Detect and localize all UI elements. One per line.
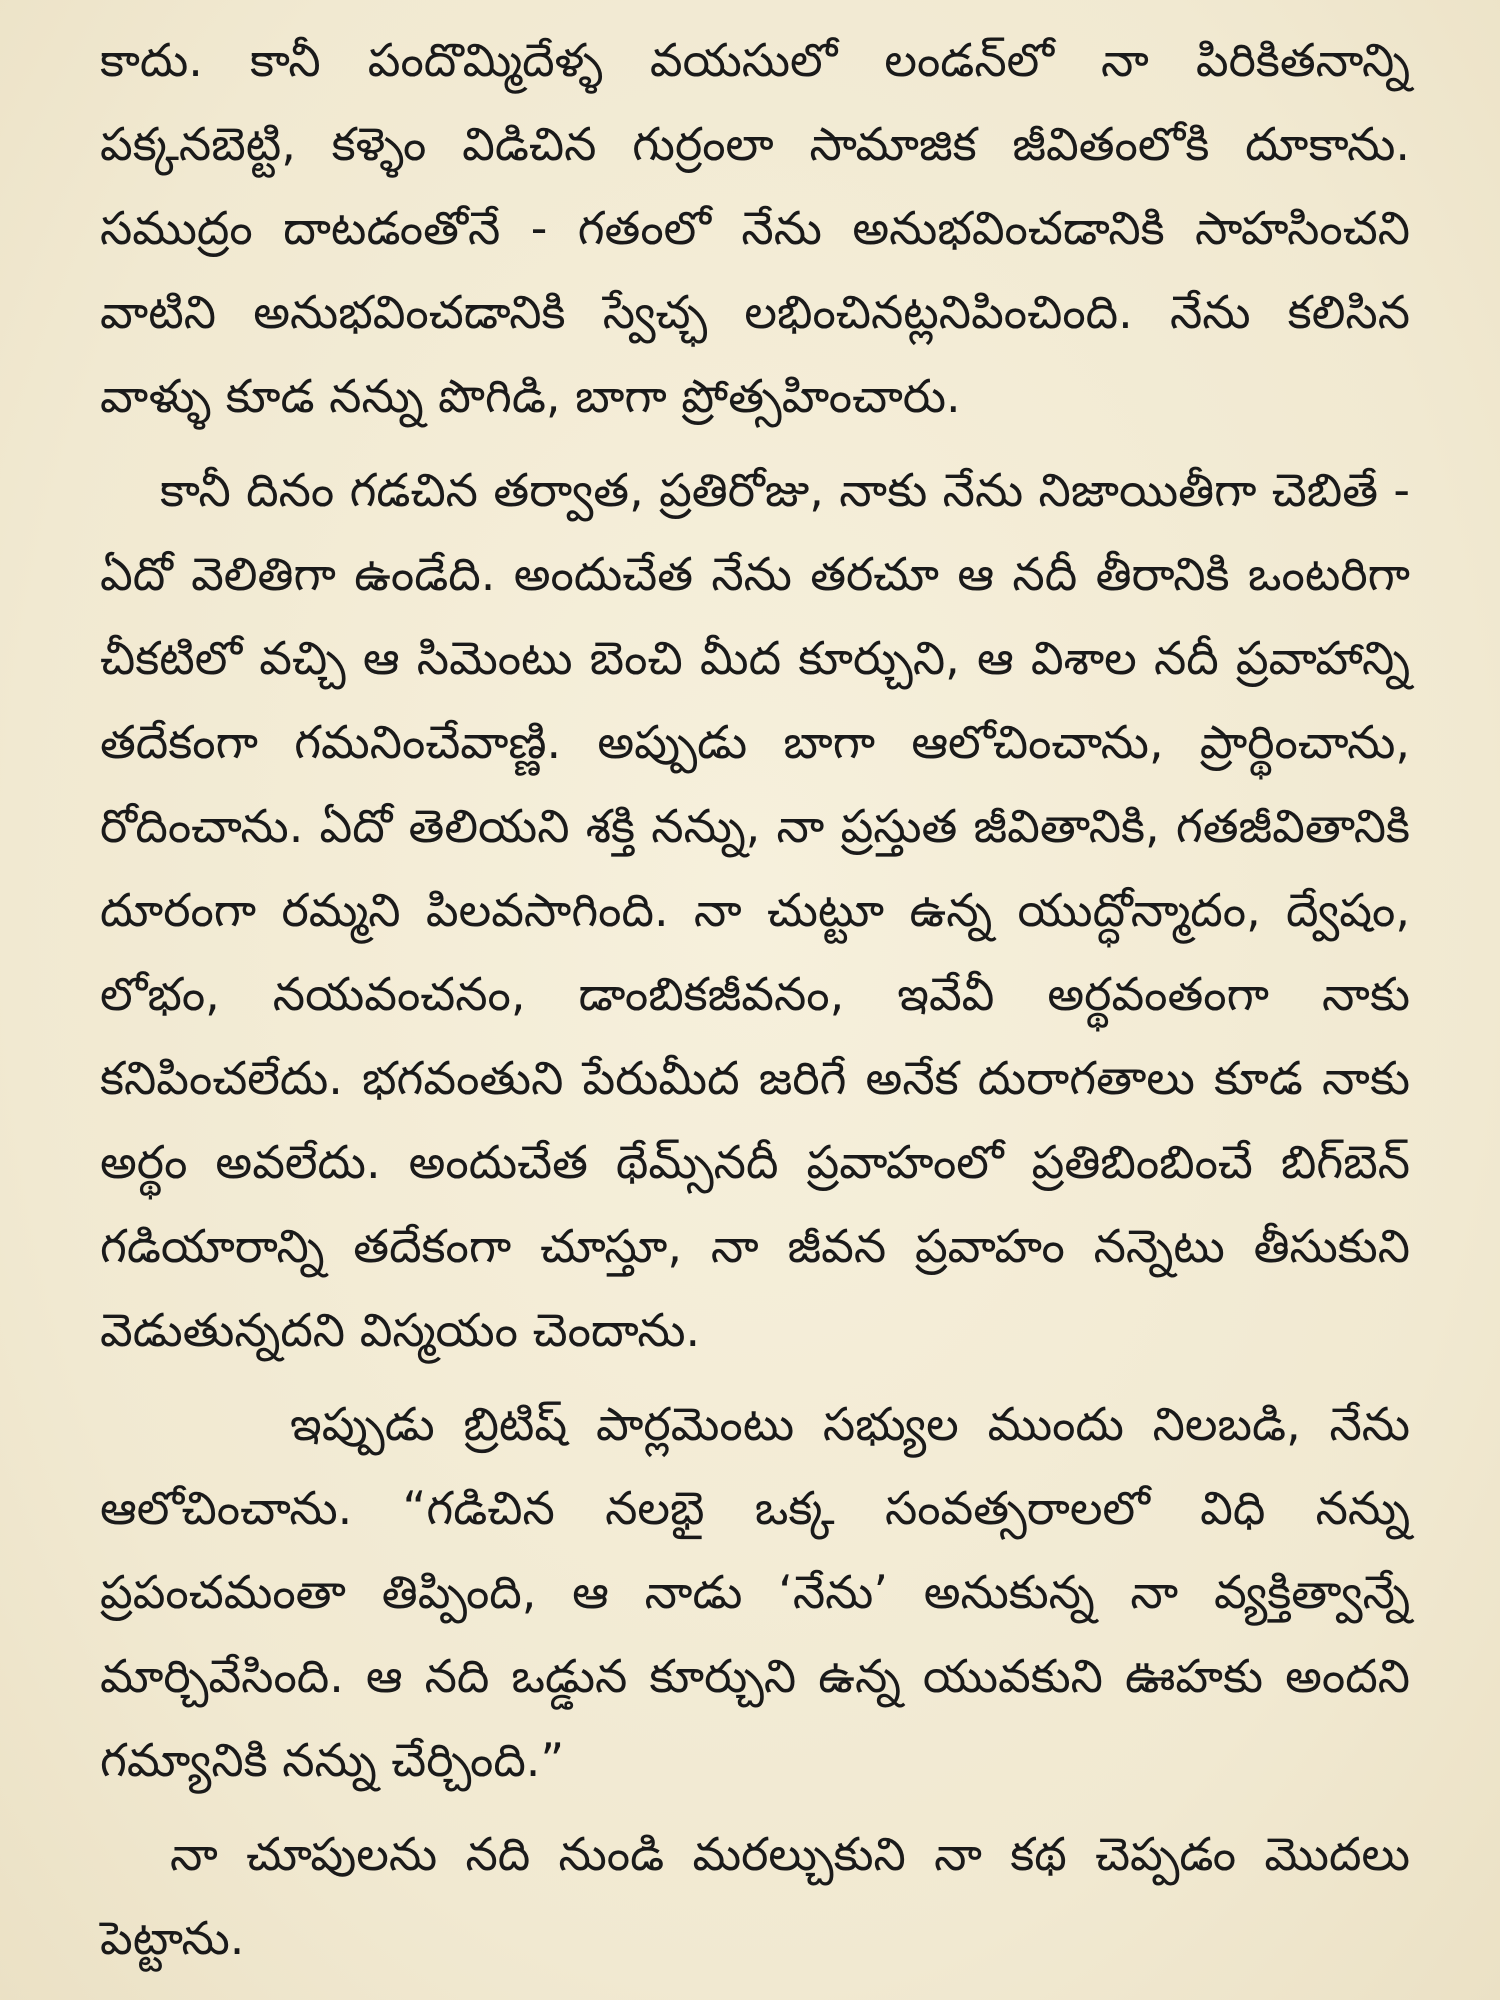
paragraph-parliament-reflection: ఇప్పుడు బ్రిటిష్ పార్లమెంటు సభ్యుల ముందు నిలబడి, నేను ఆలోచించాను. “గడిచిన నలభై ఒక్క సంవత్సరాలలో విధి నన్ను ప్రపంచమంతా తిప్పింది, ఆ నాడు ‘నేను’ అనుకున్న నా వ్యక్తిత్వాన్నే మార్చివేసింది. ఆ నది ఒడ్డున కూర్చుని ఉన్న యువకుని ఊహకు అందని గమ్యానికి నన్ను చేర్చింది.” (100, 1397, 1410, 1787)
paragraph-begin-story: నా చూపులను నది నుండి మరల్చుకుని నా కథ చెప్పడం మొదలు పెట్టాను. (100, 1827, 1410, 1965)
paragraph-evenings-by-river: కానీ దినం గడచిన తర్వాత, ప్రతిరోజు, నాకు నేను నిజాయితీగా చెబితే - ఏదో వెలితిగా ఉండేది. అందుచేత నేను తరచూ ఆ నదీ తీరానికి ఒంటరిగా చీకటిలో వచ్చి ఆ సిమెంటు బెంచి మీద కూర్చుని, ఆ విశాల నదీ ప్రవాహాన్ని తదేకంగా గమనించేవాణ్ణి. అప్పుడు బాగా ఆలోచించాను, ప్రార్థించాను, రోదించాను. ఏదో తెలియని శక్తి నన్ను, నా ప్రస్తుత జీవితానికి, గతజీవితానికి దూరంగా రమ్మని పిలవసాగింది. నా చుట్టూ ఉన్న యుద్ధోన్మాదం, ద్వేషం, లోభం, నయవంచనం, డాంబికజీవనం, ఇవేవీ అర్థవంతంగా నాకు కనిపించలేదు. భగవంతుని పేరుమీద జరిగే అనేక దురాగతాలు కూడ నాకు అర్థం అవలేదు. అందుచేత థేమ్స్‌నదీ ప్రవాహంలో ప్రతిబింబించే బిగ్‌బెన్ గడియారాన్ని తదేకంగా చూస్తూ, నా జీవన ప్రవాహం నన్నెటు తీసుకుని వెడుతున్నదని విస్మయం చెందాను. (100, 463, 1410, 1357)
paragraph-continuation: కాదు. కానీ పందొమ్మిదేళ్ళ వయసులో లండన్‌లో నా పిరికితనాన్ని పక్కనబెట్టి, కళ్ళెం విడిచిన గుర్రంలా సామాజిక జీవితంలోకి దూకాను. సముద్రం దాటడంతోనే - గతంలో నేను అనుభవించడానికి సాహసించని వాటిని అనుభవించడానికి స్వేచ్ఛ లభించినట్లనిపించింది. నేను కలిసిన వాళ్ళు కూడ నన్ను పొగిడి, బాగా ప్రోత్సహించారు. (100, 33, 1410, 423)
